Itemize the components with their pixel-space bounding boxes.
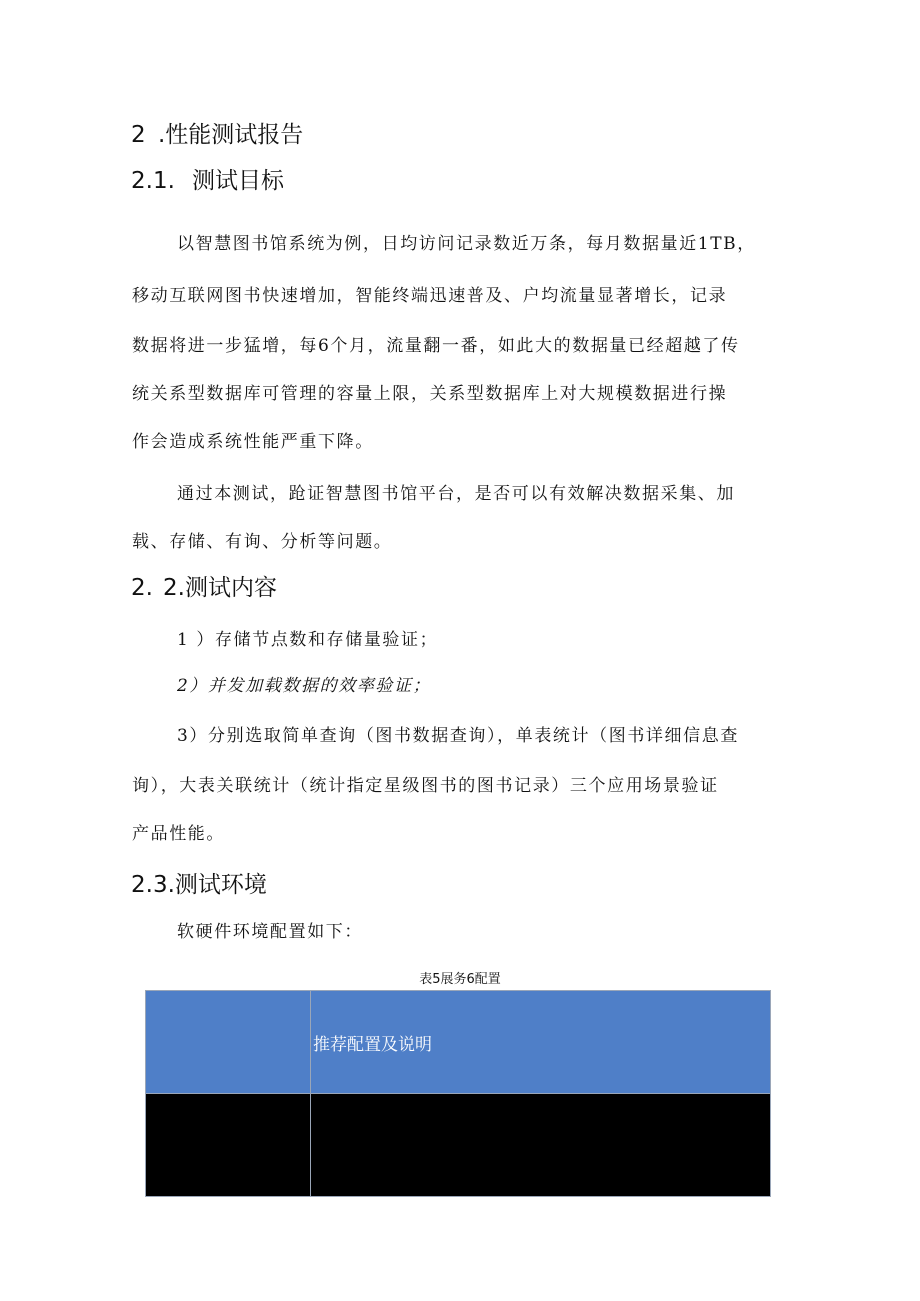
section-title: .性能测试报告 (158, 122, 304, 148)
paragraph-line: 通过本测试，跄证智慧图书馆平台，是否可以有效解决数据采集、加 (177, 484, 735, 504)
table-caption: 表5展务6配置 (419, 972, 501, 987)
list-item-continuation: 询），大表关联统计（统计指定星级图书的图书记录）三个应用场景验证 (132, 776, 719, 796)
section-heading-2-1 (131, 166, 284, 196)
list-item: 3）分别选取简单查询（图书数据查询），单表统计（图书详细信息查 (177, 726, 739, 746)
section-title: 测试目标 (192, 168, 284, 194)
section-number: 2.1. (131, 168, 175, 194)
table-cell (146, 1094, 311, 1197)
paragraph-line: 统关系型数据库可管理的容量上限，关系型数据库上对大规模数据进行操 (132, 384, 728, 404)
section-title: 2.测试内容 (163, 575, 277, 601)
section-title: 2.3.测试环境 (131, 872, 267, 898)
config-table (145, 990, 771, 1197)
header-label: 推荐配置及说明 (313, 1034, 432, 1055)
table-header-cell (311, 991, 771, 1094)
paragraph-line: 以智慧图书馆系统为例，日均访问记录数近万条，每月数据量近1TB， (177, 234, 756, 254)
section-number: 2. (131, 575, 153, 601)
list-item: 1 ）存储节点数和存储量验证； (177, 630, 439, 650)
list-item-continuation: 产品性能。 (132, 824, 225, 844)
paragraph-line: 移动互联网图书快速增加，智能终端迅速普及、户均流量显著增长，记录 (132, 286, 728, 306)
section-heading-2-3 (131, 870, 267, 900)
section-heading-2 (131, 120, 303, 150)
paragraph-line: 数据将进一步猛增，每6个月，流量翻一番，如此大的数据量已经超越了传 (132, 336, 740, 356)
section-number: 2 (131, 122, 146, 148)
paragraph-line: 载、存储、有询、分析等问题。 (132, 532, 393, 552)
list-item: 2）并发加载数据的效率验证； (177, 676, 432, 696)
table-row (146, 1094, 771, 1197)
table-header-row (146, 991, 771, 1094)
paragraph-line: 作会造成系统性能严重下降。 (132, 432, 374, 452)
section-heading-2-2 (131, 573, 277, 603)
paragraph-line: 软硬件环境配置如下： (177, 922, 363, 942)
table-cell (311, 1094, 771, 1197)
table-header-cell (146, 991, 311, 1094)
